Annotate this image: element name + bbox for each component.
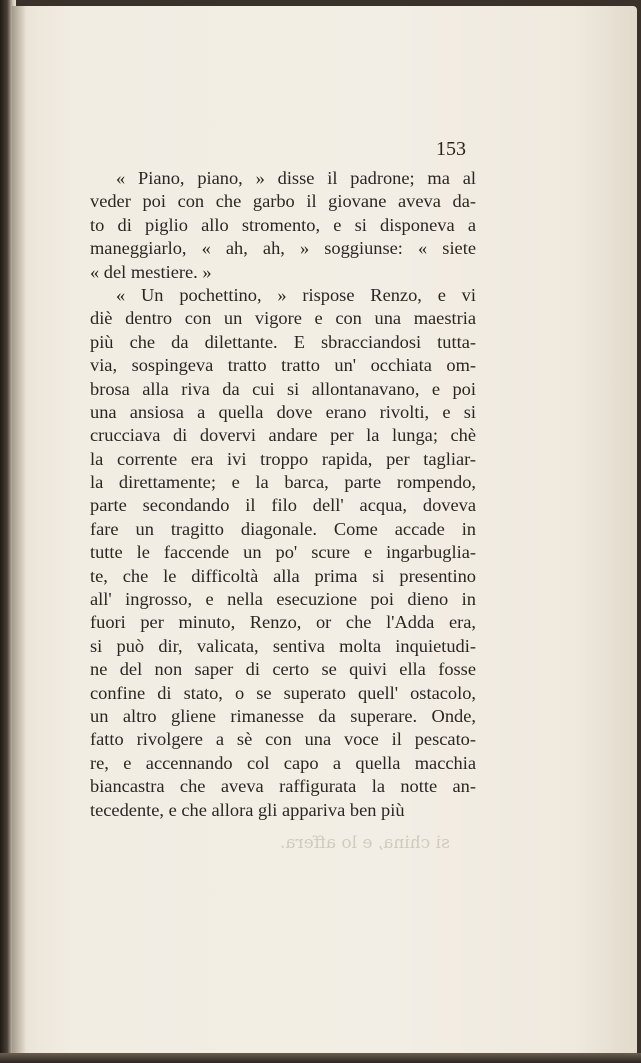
text-line: fare un tragitto diagonale. Come accade in	[90, 518, 476, 539]
text-line: tecedente, e che allora gli appariva ben più	[90, 799, 405, 820]
text-line: diè dentro con un vigore e con una maestria	[90, 308, 476, 329]
text-line: maneggiarlo, « ah, ah, » soggiunse: « siete	[90, 238, 476, 259]
text-line: fatto rivolgere a sè con una voce il pescato-	[90, 729, 476, 750]
text-line: all' ingrosso, e nella esecuzione poi dieno in	[90, 589, 476, 610]
text-line: to di piglio allo stromento, e si disponeva a	[90, 214, 476, 235]
text-line: la direttamente; e la barca, parte rompendo,	[90, 472, 476, 493]
text-line: più che da dilettante. E sbracciandosi tutta-	[90, 331, 476, 352]
text-line: via, sospingeva tratto tratto un' occhiata om-	[90, 355, 476, 376]
text-line: te, che le difficoltà alla prima si presentino	[90, 565, 476, 586]
text-line: brosa alla riva da cui si allontanavano, e poi	[90, 378, 476, 399]
text-line: parte secondando il filo dell' acqua, doveva	[90, 495, 476, 516]
text-line: un altro gliene rimanesse da superare. Onde,	[90, 705, 476, 726]
body-text	[90, 167, 476, 822]
bleed-through-text: si china, e lo affera.	[280, 833, 450, 853]
scan-bottom-edge	[0, 1053, 641, 1063]
text-line: « del mestiere. »	[90, 261, 212, 282]
text-line: crucciava di dovervi andare per la lunga; chè	[90, 425, 476, 446]
gutter-shadow	[12, 6, 26, 1056]
text-line: ne del non saper di certo se quivi ella fosse	[90, 659, 476, 680]
page-number: 153	[436, 138, 466, 160]
text-line: fuori per minuto, Renzo, or che l'Adda era,	[90, 612, 476, 633]
text-line: la corrente era ivi troppo rapida, per tagliar-	[90, 448, 476, 469]
text-line: confine di stato, o se superato quell' ostacolo,	[90, 682, 476, 703]
text-line: veder poi con che garbo il giovane aveva da-	[90, 191, 476, 212]
text-line: biancastra che aveva raffigurata la notte an-	[90, 776, 476, 797]
text-line: tutte le faccende un po' scure e ingarbuglia-	[90, 542, 476, 563]
text-line: si può dir, valicata, sentiva molta inquietudi-	[90, 635, 476, 656]
text-line: una ansiosa a quella dove erano rivolti, e si	[90, 401, 476, 422]
text-line: re, e accennando col capo a quella macchia	[90, 752, 476, 773]
text-line: « Piano, piano, » disse il padrone; ma al	[116, 168, 476, 188]
text-line: « Un pochettino, » rispose Renzo, e vi	[116, 284, 476, 305]
